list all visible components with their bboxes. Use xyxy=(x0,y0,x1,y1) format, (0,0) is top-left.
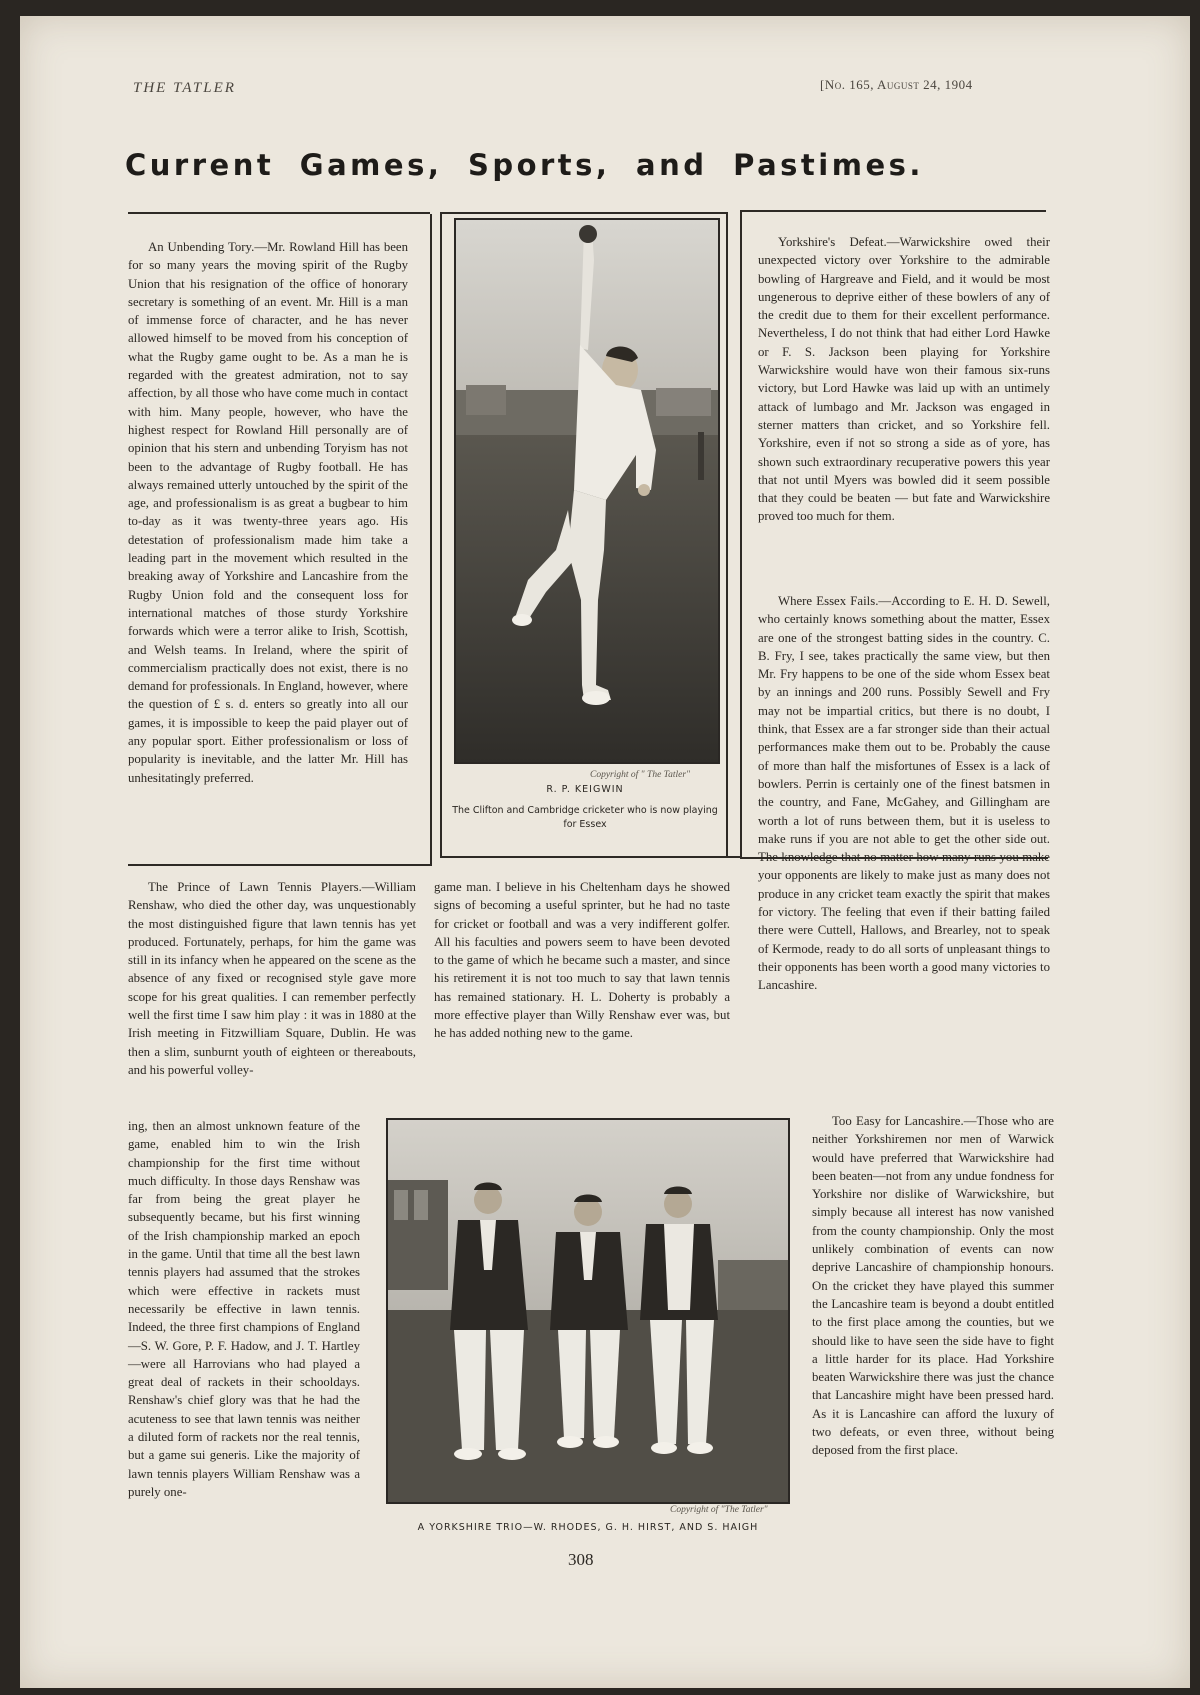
article-essex-fails xyxy=(758,592,1050,995)
photo-yorkshire-trio xyxy=(386,1118,790,1504)
photo2-caption: A YORKSHIRE TRIO—W. RHODES, G. H. HIRST, AND S. HAIGH xyxy=(417,1522,759,1533)
article-body: —Those who are neither Yorkshiremen nor men of Warwick would have preferred that Warwickshire had been beaten—not from any undue fondness for Yorkshire nor dislike of Warwickshire, but simply because all interest has now vanished from the county championship. Only the most unlikely combination of events can now deprive Lancashire of championship honours. On the cricket they have played this summer the Lancashire team is beyond a doubt entitled to the first place among the counties, but we should like to have seen the side have to fight a little harder for its place. Had Yorkshire beaten Warwickshire there was just the chance that Lancashire might have been pressed hard. As it is Lancashire can afford the luxury of two defeats, or even three, without being deposed from the first place. xyxy=(812,1114,1054,1458)
page-number: 308 xyxy=(568,1550,594,1569)
page-title: Current Games, Sports, and Pastimes. xyxy=(125,148,924,182)
article-lawn-tennis-part1 xyxy=(128,878,416,1079)
photo-frame-left xyxy=(440,212,442,858)
running-header-title: THE TATLER xyxy=(133,80,236,96)
photo-frame-bottom xyxy=(440,856,740,858)
article-yorkshire-defeat xyxy=(758,233,1050,526)
bowler-illustration xyxy=(456,220,718,762)
trio-illustration xyxy=(388,1120,788,1502)
article-heading: The Prince of Lawn Tennis Players. xyxy=(148,880,362,894)
photo-keigwin xyxy=(454,218,720,764)
article-too-easy-lancashire xyxy=(812,1112,1054,1460)
article-unbending-tory xyxy=(128,238,408,787)
photo-frame-right xyxy=(726,212,728,858)
photo2-credit: Copyright of "The Tatler" xyxy=(670,1505,768,1515)
photo1-caption: The Clifton and Cambridge cricketer who is now playing for Essex xyxy=(452,805,718,830)
article-heading: Where Essex Fails. xyxy=(778,594,879,608)
photo1-credit: Copyright of " The Tatler" xyxy=(590,770,691,780)
photo1-name: R. P. KEIGWIN xyxy=(546,784,624,795)
article-body-cont: game man. I believe in his Cheltenham days he showed signs of becoming a useful sprinter, but he had no taste for cricket or football and was a very indifferent golfer. All his faculties and powers seem to have been devoted to the game of which he became such a master, and since his retirement it is not too much to say that lawn tennis has remained stationary. H. L. Doherty is probably a more effective player than Willy Renshaw ever was, but he has added nothing new to the game. xyxy=(434,880,730,1041)
article-body: —William Renshaw, who died the other day, was unquestionably the most distinguished figure that lawn tennis has yet produced. Fortunately, perhaps, for him the game was still in its infancy when he appeared on the scene as the absence of any fixed or recognised style gave more scope for his great qualities. I can remember perfectly well the first time I saw him play : it was in 1880 at the Irish meeting in Fitzwilliam Square, Dublin. He was then a slim, sunburnt youth of eighteen or thereabouts, and his powerful volley- xyxy=(128,880,416,1077)
article-lawn-tennis-part2 xyxy=(128,1117,360,1501)
article-heading: An Unbending Tory. xyxy=(148,240,255,254)
article-body: —According to E. H. D. Sewell, who certainly knows something about the matter, Essex are one of the strongest batting sides in the country. C. B. Fry, I see, takes practically the same view, but then Mr. Fry happens to be one of the side whom Essex beat by an innings and 200 runs. Possibly Sewell and Fry may not be impartial critics, but there is no doubt, I think, that Essex are a far stronger side than their actual performances make them out to be. Probably the cause of more than half the misfortunes of Essex is a lack of bowlers. Perrin is certainly one of the finest batsmen in the country, and Fane, McGahey, and Gillingham are worth a lot of runs between them, but it is useless to make runs if you are not able to get the other side out. The knowledge that no matter how many runs you make your opponents are likely to make just as many does not produce in any cricket team exactly the spirit that makes for victory. The feeling that even if their batting failed there were Cuttell, Hallows, and Brearley, not to speak of Kermode, ready to do all sorts of unpleasant things to their opponents has been worth a good many victories to Lancashire. xyxy=(758,594,1050,993)
running-header-issue: [No. 165, August 24, 1904 xyxy=(820,77,973,92)
article-heading: Too Easy for Lancashire. xyxy=(832,1114,964,1128)
article-lawn-tennis-part3 xyxy=(434,878,730,1043)
article-heading: Yorkshire's Defeat. xyxy=(778,235,887,249)
article-body-cont: ing, then an almost unknown feature of the game, enabled him to win the Irish championship for the first time without much difficulty. In those days Renshaw was far from being the great player he subsequently became, but his first winning of the Irish championship marked an epoch in the game. Until that time all the best lawn tennis players had assumed that the strokes which were effective in rackets must necessarily be effective in lawn tennis. Indeed, the three first champions of England—S. W. Gore, P. F. Hadow, and J. T. Hartley—were all Harrovians who had played a great deal of rackets in their schooldays. Renshaw's chief glory was that he had the acuteness to see that lawn tennis was neither a diluted form of rackets nor the real tennis, but a game sui generis. Like the majority of lawn tennis players William Renshaw was a purely one- xyxy=(128,1119,360,1499)
photo-frame-top xyxy=(442,212,726,214)
article-body: —Mr. Rowland Hill has been for so many years the moving spirit of the Rugby Union that his resignation of the office of honorary secretary is something of an event. Mr. Hill is a man of immense force of character, and he has never allowed himself to be moved from his conception of what the Rugby game ought to be. As a man he is regarded with the greatest admiration, not to say affection, by all those who have come much in contact with him. Many people, however, who have the highest respect for Rowland Hill personally are of opinion that his stern and unbending Toryism has not been to the advantage of Rugby football. He has always remained utterly untouched by the spirit of the age, and professionalism is as great a bugbear to him to-day as it was twenty-three years ago. His detestation of professionalism made him take a leading part in the movement which resulted in the breaking away of Yorkshire and Lancashire from the Rugby Union fold and the consequent loss for international matches of those sturdy Yorkshire forwards which were a terror alike to Irish, Scottish, and Welsh teams. In Ireland, where the spirit of commercialism practically does not exist, there is no demand for professionals. In England, however, where the question of £ s. d. enters so greatly into all our games, it is impossible to keep the paid player out of any popular sport. Either professionalism or loss of popularity is inevitable, and the latter Mr. Hill has unhesitatingly preferred. xyxy=(128,240,408,785)
article-body: —Warwickshire owed their unexpected victory over Yorkshire to the admirable bowling of Hargreave and Field, and it would be most ungenerous to deprive either of these bowlers of any of the credit due to them for their excellent performance. Nevertheless, I do not think that had either Lord Hawke or F. S. Jackson been playing for Yorkshire Warwickshire would have won their famous six-runs victory, but Lord Hawke was laid up with an untimely attack of lumbago and Mr. Jackson was engaged in sterner matters than cricket, and so Yorkshire fell. Yorkshire, even if not so strong a side as of yore, has shown such extraordinary recuperative powers this year that not until Myers was bowled did it seem possible that they could be beaten — but fate and Warwickshire proved too much for them. xyxy=(758,235,1050,524)
